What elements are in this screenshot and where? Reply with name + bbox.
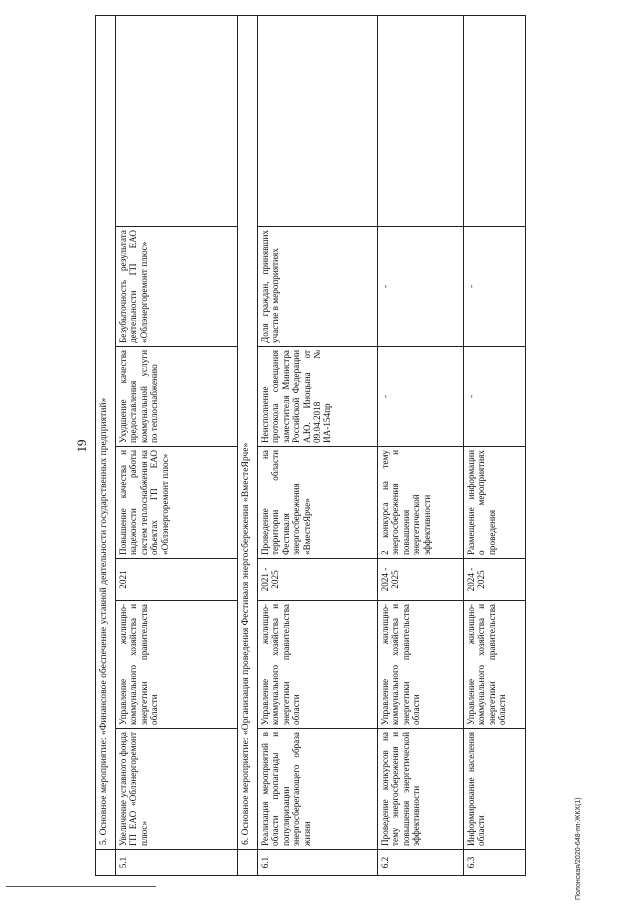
indicator-cell: -: [464, 227, 526, 347]
years-cell: 2021 - 2025: [258, 559, 378, 601]
result-cell: Повышение качества и надежности работы систем теплоснабжения на объектах ГП ЕАО «Облэнергоремонт плюс»: [116, 447, 238, 559]
empty-cell: [378, 15, 464, 226]
executor-cell: Управление жилищно-коммунального хозяйства и энергетики правительства области: [116, 601, 238, 729]
executor-cell: Управление жилищно-коммунального хозяйства и энергетики правительства области: [464, 601, 526, 729]
row-number: 5.1: [116, 850, 238, 876]
row-number: 6.1: [258, 850, 378, 876]
empty-cell: [464, 15, 526, 226]
years-cell: 2024 - 2025: [378, 559, 464, 601]
consequence-cell: -: [464, 347, 526, 447]
indicator-cell: -: [378, 227, 464, 347]
scan-artifact-line: [6, 886, 156, 887]
row-number: 6.3: [464, 850, 526, 876]
indicator-cell: Доля граждан, принявших участие в мероприятиях: [258, 227, 378, 347]
table-row: [116, 15, 238, 875]
years-cell: 2024 - 2025: [464, 559, 526, 601]
table-row: [464, 15, 526, 875]
table-row: [258, 15, 378, 875]
section-title: 5. Основное мероприятие: «Финансовое обеспечение уставной деятельности государственных предприятий»: [96, 15, 116, 849]
measure-cell: Реализация мероприятий в области пропаганды и популяризации энергосберегающего образа жизни: [258, 729, 378, 850]
measure-cell: Проведение конкурсов на тему энергосбережения и повышения энергетической эффективности: [378, 729, 464, 850]
measures-table: [95, 15, 526, 876]
result-cell: Проведение на территории области Фестиваля энергосбережения «ВместеЯрче»: [258, 447, 378, 559]
page-number: 19: [74, 439, 89, 453]
executor-cell: Управление жилищно-коммунального хозяйства и энергетики правительства области: [258, 601, 378, 729]
section-header: [238, 15, 258, 875]
indicator-cell: Безубыточность результата деятельности ГП ЕАО «Облэнергоремонт плюс»: [116, 227, 238, 347]
measure-cell: Информирование населения области: [464, 729, 526, 850]
years-cell: 2021: [116, 559, 238, 601]
consequence-cell: Неисполнение протокола совещания заместителя Министра Российской Федерации А.Ю. Иноцына от 09.04.2018 № ИА-154пр: [258, 347, 378, 447]
consequence-cell: -: [378, 347, 464, 447]
row-number: 6.2: [378, 850, 464, 876]
section-header: [96, 15, 116, 875]
section-title: 6. Основное мероприятие: «Организация проведения Фестиваля энергосбережения «ВместеЯрче»: [238, 15, 258, 849]
executor-cell: Управление жилищно-коммунального хозяйства и энергетики правительства области: [378, 601, 464, 729]
empty-cell: [116, 15, 238, 226]
rotated-page: [68, 16, 598, 876]
empty-cell: [258, 15, 378, 226]
result-cell: 2 конкурса на тему энергосбережения и повышения энергетической эффективности: [378, 447, 464, 559]
table-row: [378, 15, 464, 875]
consequence-cell: Ухудшение качества предоставления коммунальной услуги по теплоснабжению: [116, 347, 238, 447]
document-code: Полонская/2020-648-пп-ЖКХ(1): [575, 797, 582, 900]
result-cell: Размещение информации о мероприятиях проведения: [464, 447, 526, 559]
measure-cell: Увеличение уставного фонда ГП ЕАО «Облэнергоремонт плюс»: [116, 729, 238, 850]
